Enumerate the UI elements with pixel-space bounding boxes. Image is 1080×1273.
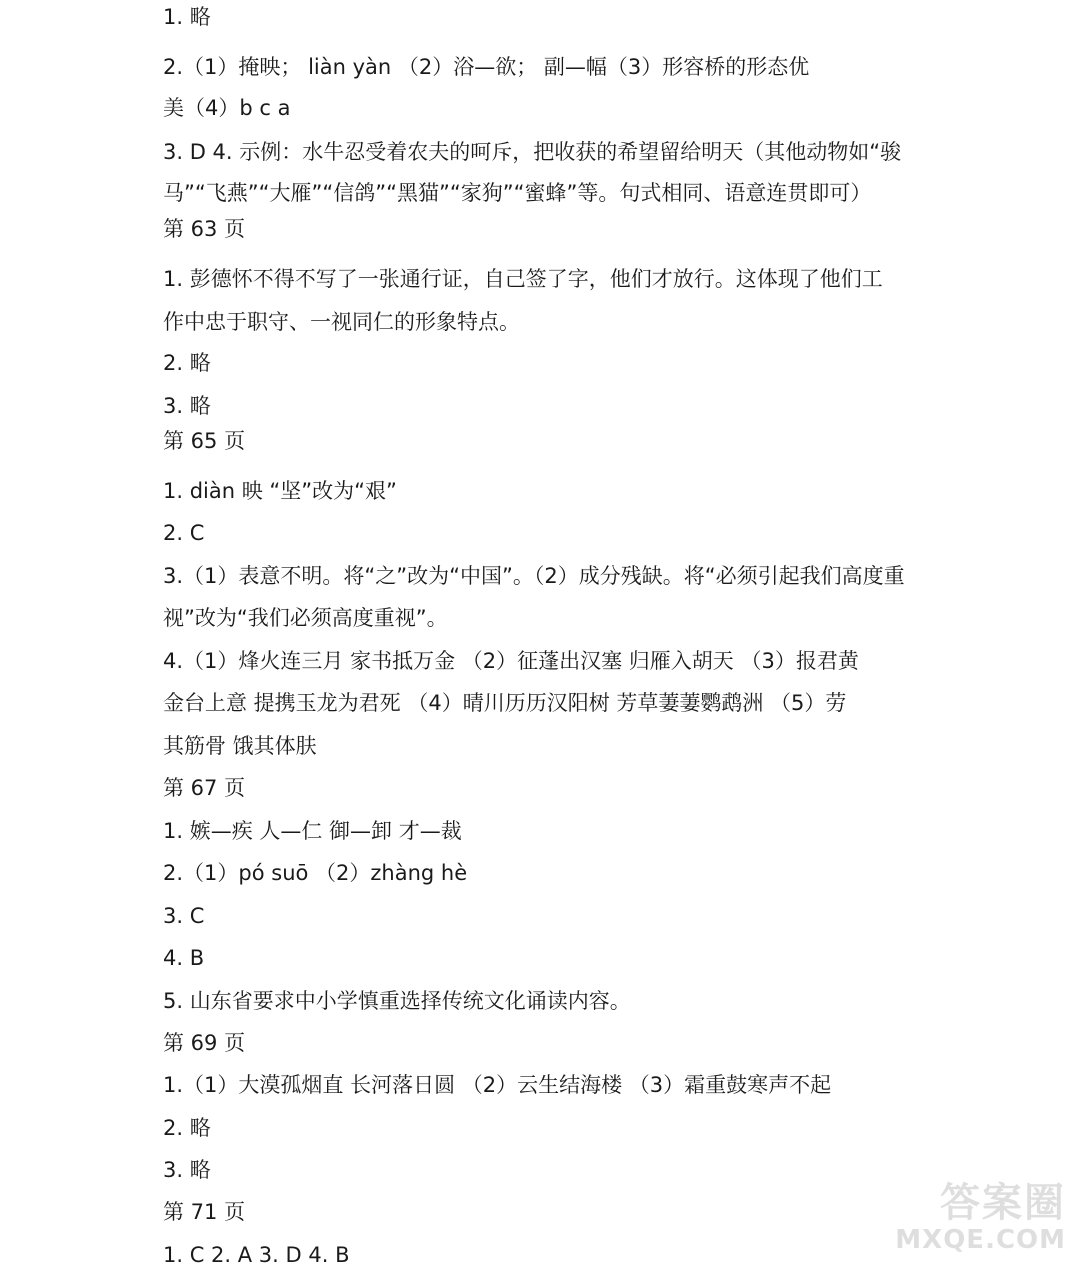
answer-line: 金台上意 提携玉龙为君死 （4）晴川历历汉阳树 芳草萋萋鹦鹉洲 （5）劳 — [163, 691, 847, 715]
answer-line: 3. 略 — [163, 394, 211, 418]
answer-line: 1. 略 — [163, 5, 211, 29]
answer-line: 2. 略 — [163, 351, 211, 375]
answer-line: 2. 略 — [163, 1116, 211, 1140]
answer-line: 1. 彭德怀不得不写了一张通行证，自己签了字，他们才放行。这体现了他们工 — [163, 267, 883, 291]
answer-line: 1. C 2. A 3. D 4. B — [163, 1243, 350, 1267]
answer-line: 5. 山东省要求中小学慎重选择传统文化诵读内容。 — [163, 989, 631, 1013]
answer-line: 2.（1）pó suō （2）zhàng hè — [163, 861, 468, 885]
answer-line: 其筋骨 饿其体肤 — [163, 734, 317, 758]
answer-line: 4.（1）烽火连三月 家书抵万金 （2）征蓬出汉塞 归雁入胡天 （3）报君黄 — [163, 649, 859, 673]
answer-line: 马”“飞燕”“大雁”“信鸽”“黑猫”“家狗”“蜜蜂”等。句式相同、语意连贯即可） — [163, 181, 872, 205]
answer-line: 视”改为“我们必须高度重视”。 — [163, 606, 448, 630]
answer-line: 美（4）b c a — [163, 96, 291, 120]
watermark-logo — [894, 1181, 1066, 1265]
answer-line: 3. D 4. 示例：水牛忍受着农夫的呵斥，把收获的希望留给明天（其他动物如“骏 — [163, 140, 902, 164]
page-heading: 第 71 页 — [163, 1200, 246, 1224]
page-heading: 第 63 页 — [163, 217, 246, 241]
answer-line: 1. 嫉—疾 人—仁 御—卸 才—裁 — [163, 819, 462, 843]
answer-line: 2.（1）掩映； liàn yàn （2）浴—欲； 副—幅（3）形容桥的形态优 — [163, 55, 810, 79]
answer-line: 作中忠于职守、一视同仁的形象特点。 — [163, 310, 520, 334]
answer-line: 2. C — [163, 521, 205, 545]
watermark-domain: MXQE.COM — [895, 1225, 1066, 1255]
watermark-title: 答案圈 — [940, 1180, 1066, 1226]
answer-line: 4. B — [163, 946, 205, 970]
page-heading: 第 65 页 — [163, 429, 246, 453]
answer-line: 1. diàn 映 “坚”改为“艰” — [163, 479, 397, 503]
answer-line: 1.（1）大漠孤烟直 长河落日圆 （2）云生结海楼 （3）霜重鼓寒声不起 — [163, 1073, 832, 1097]
answer-line: 3.（1）表意不明。将“之”改为“中国”。（2）成分残缺。将“必须引起我们高度重 — [163, 564, 905, 588]
answer-line: 3. 略 — [163, 1158, 211, 1182]
page-heading: 第 69 页 — [163, 1031, 246, 1055]
page-heading: 第 67 页 — [163, 776, 246, 800]
answer-line: 3. C — [163, 904, 205, 928]
